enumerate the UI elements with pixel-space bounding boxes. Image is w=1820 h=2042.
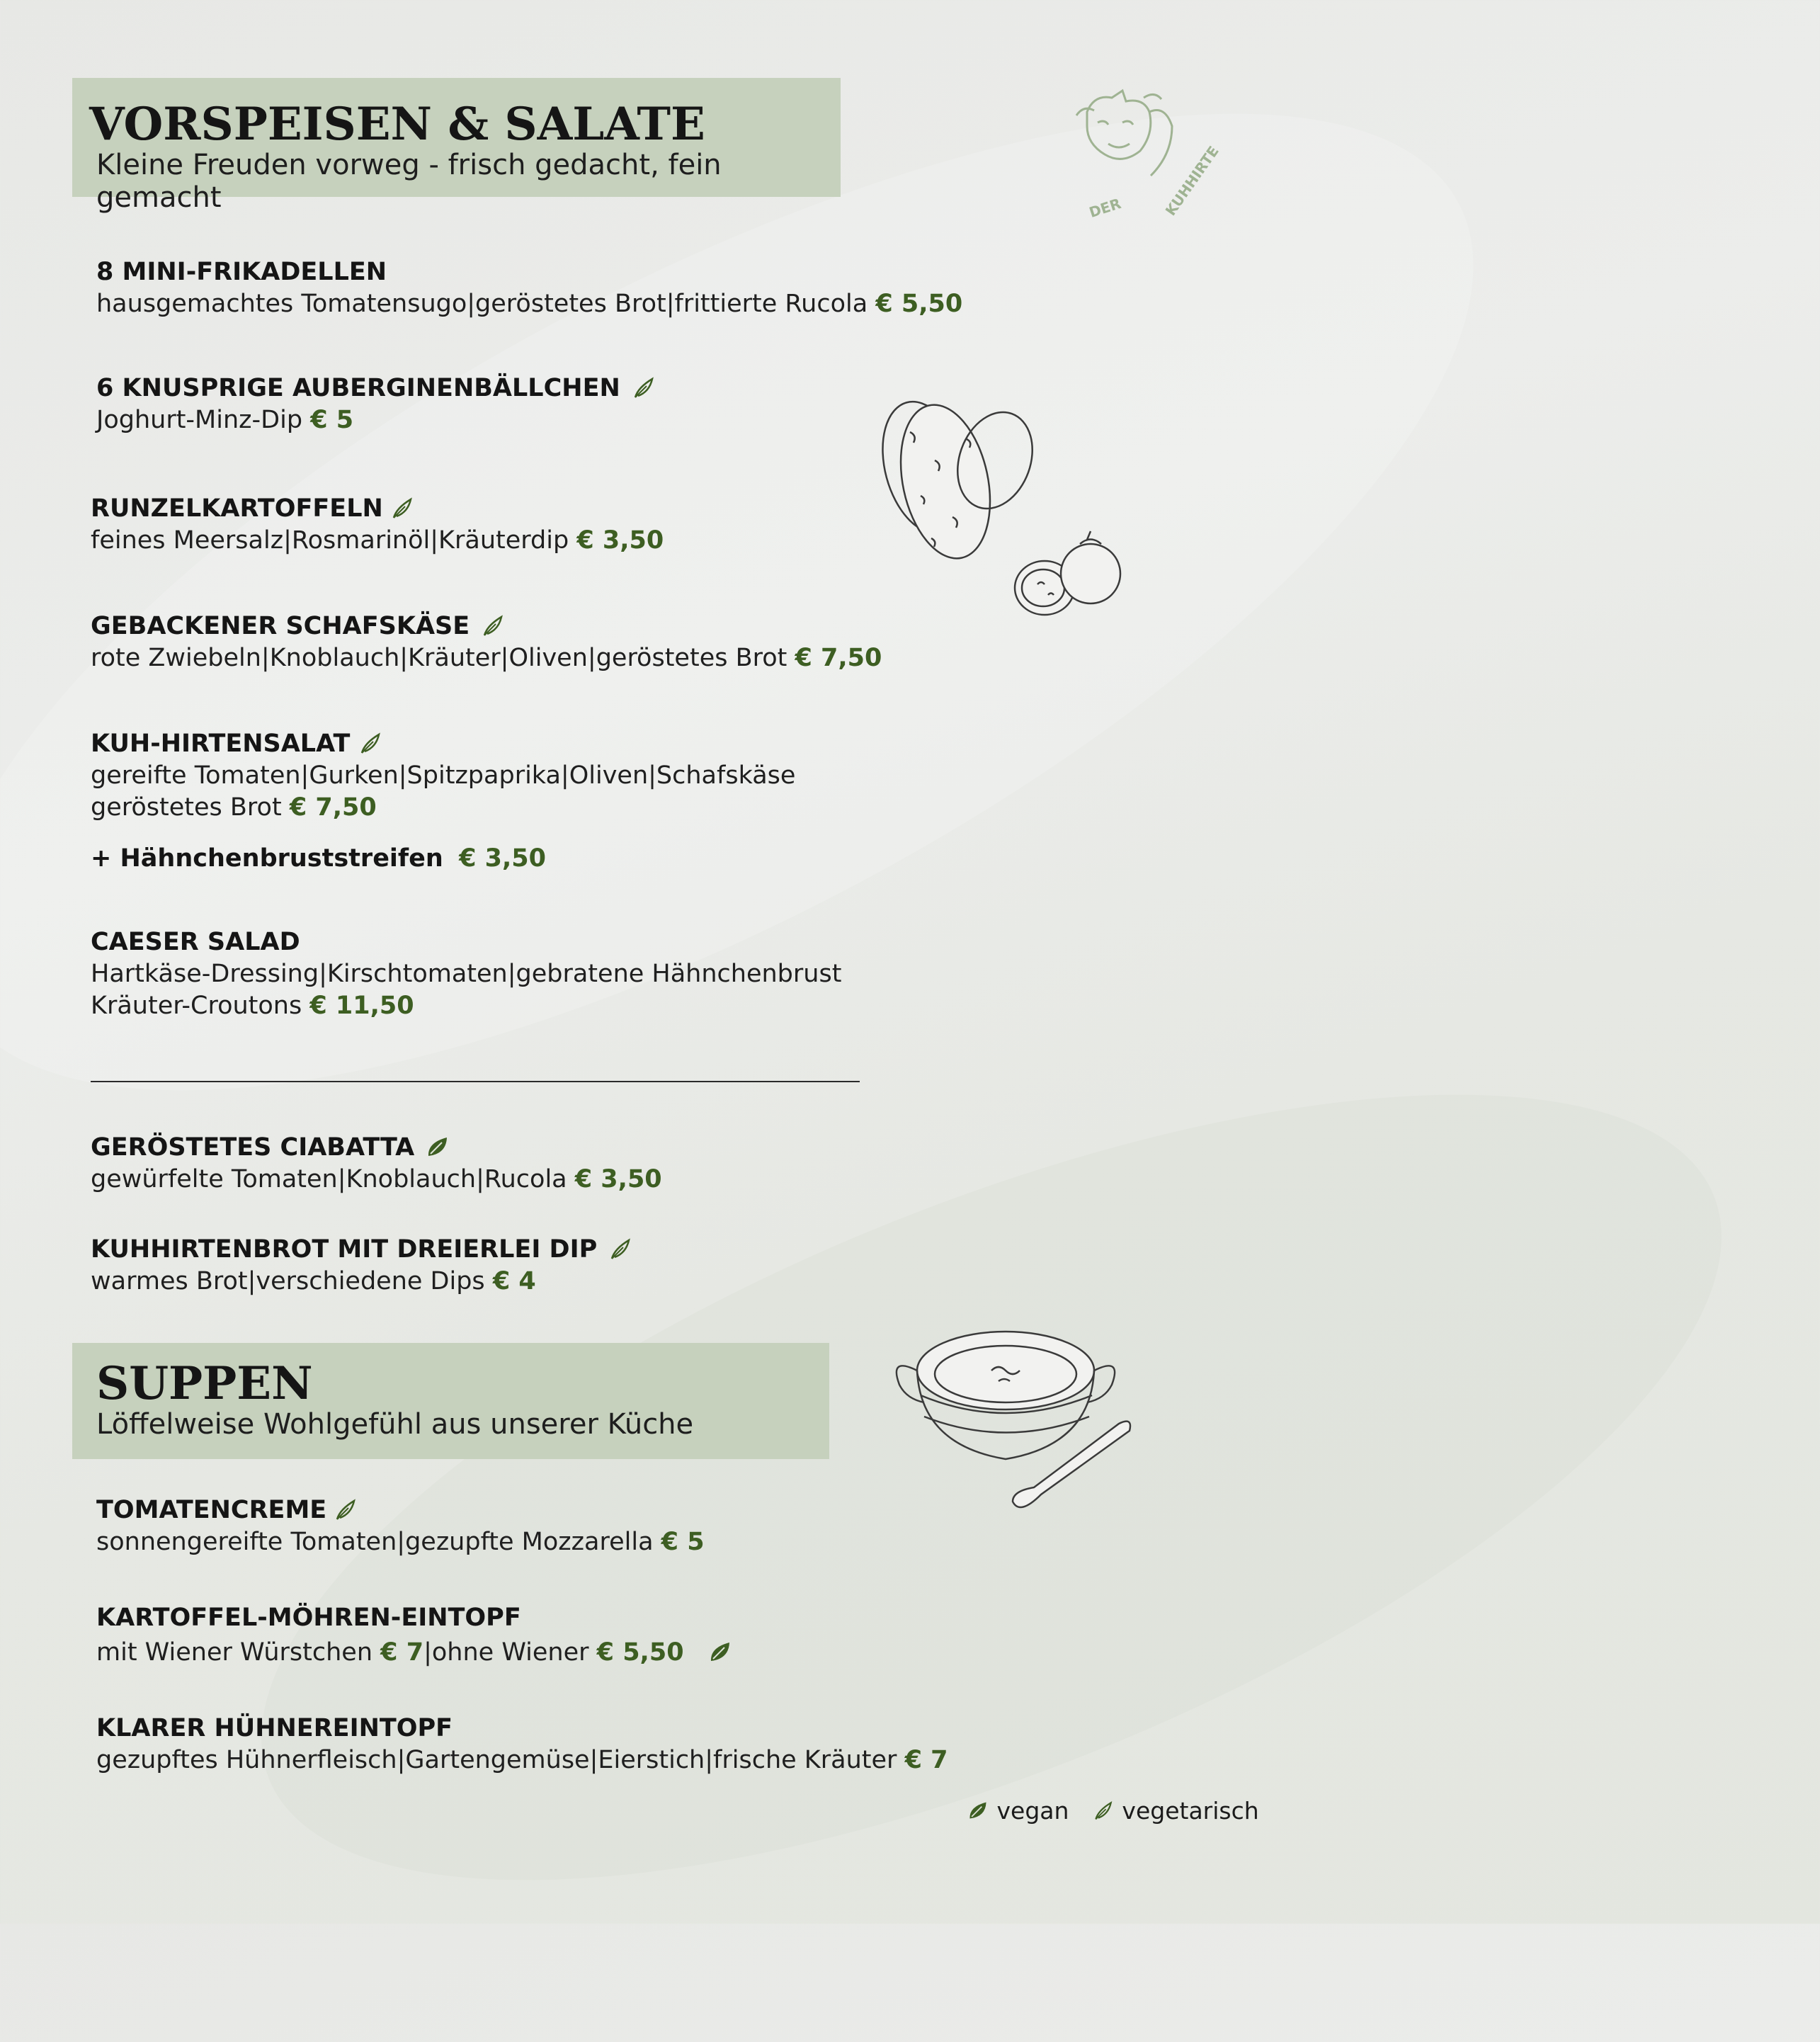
menu-item-tomatencreme (96, 1494, 705, 1558)
item-name: TOMATENCREME (96, 1496, 327, 1524)
item-price: € 7,50 (795, 644, 882, 672)
item-name: GEBACKENER SCHAFSKÄSE (91, 612, 470, 640)
item-desc: feines Meersalz|Rosmarinöl|Kräuterdip (91, 526, 569, 555)
vegan-icon (425, 1134, 450, 1159)
item-extra: + Hähnchenbruststreifen (91, 844, 443, 873)
starters-subtitle: Kleine Freuden vorweg - frisch gedacht, fein gemacht (96, 149, 722, 214)
menu-item-huehnereintopf (96, 1713, 948, 1776)
svg-text:DER: DER (1087, 195, 1123, 221)
item-price: € 4 (492, 1267, 536, 1295)
item-price: € 5,50 (596, 1638, 684, 1667)
vegan-icon (967, 1799, 989, 1822)
vegetarian-icon (608, 1236, 633, 1261)
starters-banner (72, 78, 841, 214)
item-desc: Hartkäse-Dressing|Kirschtomaten|gebratene Hähnchenbrust (91, 960, 842, 988)
section-divider (91, 1081, 860, 1082)
item-name: RUNZELKARTOFFELN (91, 494, 383, 523)
item-name: KARTOFFEL-MÖHREN-EINTOPF (96, 1604, 521, 1632)
diet-legend (967, 1796, 1259, 1825)
item-name: 8 MINI-FRIKADELLEN (96, 258, 387, 286)
item-desc: gezupftes Hühnerfleisch|Gartengemüse|Eierstich|frische Kräuter (96, 1746, 897, 1774)
vegan-icon (707, 1639, 733, 1664)
soups-title: SUPPEN (96, 1357, 313, 1410)
item-price: € 11,50 (309, 992, 414, 1020)
item-extra-price: € 3,50 (459, 844, 546, 873)
bread-tomato-illustration (868, 375, 1137, 616)
item-desc: hausgemachtes Tomatensugo|geröstetes Brot|frittierte Rucola (96, 290, 868, 318)
item-name: GERÖSTETES CIABATTA (91, 1133, 415, 1162)
starters-title: VORSPEISEN & SALATE (89, 98, 705, 151)
menu-item-schafskaese (91, 611, 882, 674)
menu-item-auberginenbaellchen (96, 373, 656, 436)
menu-item-ciabatta (91, 1132, 662, 1196)
soups-banner (72, 1343, 829, 1459)
menu-item-caeser-salad (91, 926, 841, 1022)
item-name: 6 KNUSPRIGE AUBERGINENBÄLLCHEN (96, 374, 620, 402)
item-price: € 3,50 (574, 1165, 662, 1193)
kuhhirte-logo (1066, 84, 1222, 221)
vegetarian-icon (389, 495, 415, 521)
vegetarian-icon (631, 375, 656, 400)
vegetarian-icon (333, 1497, 358, 1522)
item-price: € 5,50 (875, 290, 963, 318)
menu-item-mini-frikadellen (96, 256, 962, 320)
soup-bowl-illustration (892, 1317, 1154, 1523)
item-desc: gewürfelte Tomaten|Knoblauch|Rucola (91, 1165, 567, 1193)
item-desc: geröstetes Brot (91, 793, 282, 822)
item-name: KUHHIRTENBROT MIT DREIERLEI DIP (91, 1235, 598, 1264)
item-desc: Joghurt-Minz-Dip (96, 406, 303, 434)
item-desc: ohne Wiener (431, 1638, 589, 1667)
item-price: € 5 (661, 1528, 705, 1556)
menu-item-runzelkartoffeln (91, 493, 664, 557)
svg-text:KUHHIRTE: KUHHIRTE (1161, 142, 1222, 219)
menu-item-kuhhirtenbrot (91, 1234, 633, 1298)
item-price: € 7,50 (289, 793, 377, 822)
item-price: € 7 (380, 1638, 424, 1667)
soups-subtitle: Löffelweise Wohlgefühl aus unserer Küche (96, 1408, 694, 1441)
legend-vegetarian: vegetarisch (1122, 1797, 1259, 1825)
vegetarian-icon (480, 613, 506, 638)
item-desc: mit Wiener Würstchen (96, 1638, 373, 1667)
item-name: KLARER HÜHNEREINTOPF (96, 1714, 453, 1742)
vegetarian-icon (1092, 1799, 1115, 1822)
item-price: € 7 (904, 1746, 948, 1774)
item-desc: rote Zwiebeln|Knoblauch|Kräuter|Oliven|geröstetes Brot (91, 644, 787, 672)
item-price: € 3,50 (576, 526, 664, 555)
menu-item-kuh-hirtensalat (91, 728, 795, 875)
item-desc: gereifte Tomaten|Gurken|Spitzpaprika|Oliven|Schafskäse (91, 761, 796, 790)
vegetarian-icon (358, 730, 383, 756)
item-name: CAESER SALAD (91, 928, 300, 956)
item-desc: Kräuter-Croutons (91, 992, 302, 1020)
item-desc: sonnengereifte Tomaten|gezupfte Mozzarella (96, 1528, 654, 1556)
legend-vegan: vegan (996, 1797, 1069, 1825)
item-desc: warmes Brot|verschiedene Dips (91, 1267, 485, 1295)
item-price: € 5 (310, 406, 354, 434)
item-name: KUH-HIRTENSALAT (91, 730, 351, 758)
menu-item-kartoffel-moehren-eintopf: KARTOFFEL-MÖHREN-EINTOPF mit Wiener Würstchen € 7|ohne Wiener € 5,50 (96, 1602, 733, 1669)
